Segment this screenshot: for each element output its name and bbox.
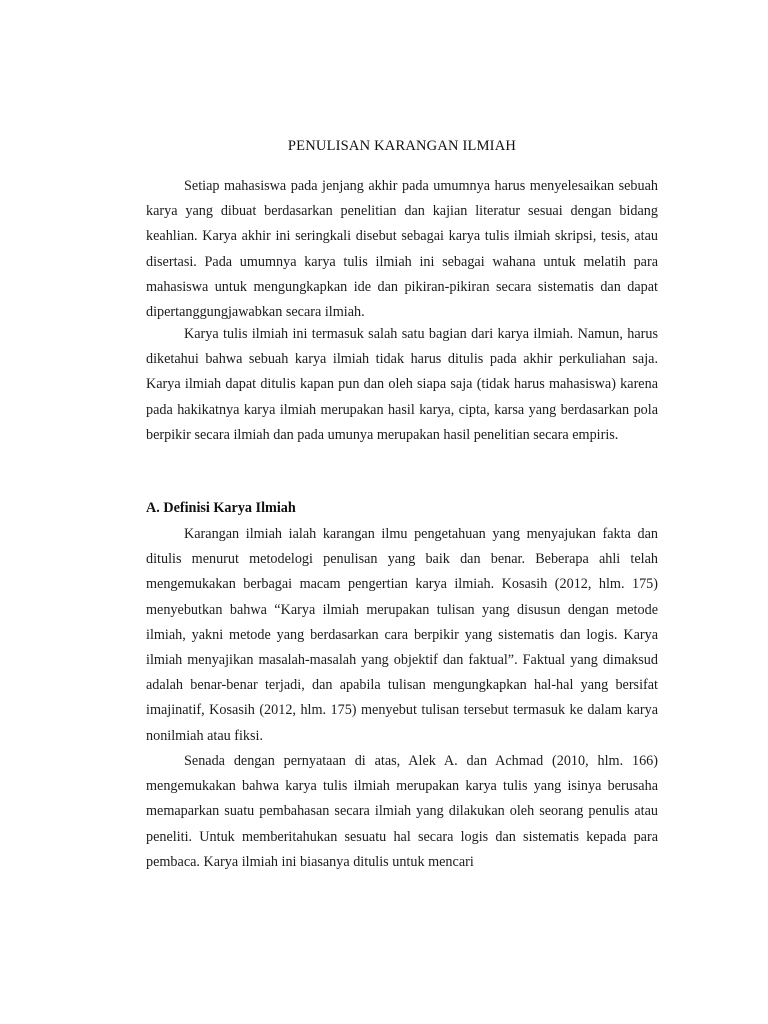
section-heading: A. Definisi Karya Ilmiah — [146, 500, 296, 516]
paragraph-definition-1: Karangan ilmiah ialah karangan ilmu pengetahuan yang menyajukan fakta dan ditulis menurut metodelogi penulisan yang baik dan benar. Beberapa ahli telah mengemukakan berbagai macam pengertian karya ilmiah. Kosasih (2012, hlm. 175) menyebutkan bahwa “Karya ilmiah merupakan tulisan yang disusun dengan metode ilmiah, yakni metode yang berdasarkan cara berpikir yang sistematis dan logis. Karya ilmiah menyajikan masalah-masalah yang objektif dan faktual”. Faktual yang dimaksud adalah benar-benar terjadi, dan apabila tulisan mengungkapkan hal-hal yang bersifat imajinatif, Kosasih (2012, hlm. 175) menyebut tulisan tersebut termasuk ke dalam karya nonilmiah atau fiksi. — [146, 526, 658, 744]
document-title: PENULISAN KARANGAN ILMIAH — [287, 138, 517, 154]
paragraph-definition-2: Senada dengan pernyataan di atas, Alek A. dan Achmad (2010, hlm. 166) mengemukakan bahwa karya tulis ilmiah merupakan karya tulis yang isinya berusaha memaparkan suatu pembahasan secara ilmiah yang dilakukan oleh seorang penulis atau peneliti. Untuk memberitahukan sesuatu hal secara logis dan sistematis kepada para pembaca. Karya ilmiah ini biasanya ditulis untuk mencari — [146, 753, 658, 870]
paragraph-intro-2: Karya tulis ilmiah ini termasuk salah satu bagian dari karya ilmiah. Namun, harus diketahui bahwa sebuah karya ilmiah tidak harus ditulis pada akhir perkuliahan saja. Karya ilmiah dapat ditulis kapan pun dan oleh siapa saja (tidak harus mahasiswa) karena pada hakikatnya karya ilmiah merupakan hasil karya, cipta, karsa yang berdasarkan pola berpikir secara ilmiah dan pada umunya merupakan hasil penelitian secara empiris. — [146, 326, 658, 443]
paragraph-intro-1: Setiap mahasiswa pada jenjang akhir pada umumnya harus menyelesaikan sebuah karya yang dibuat berdasarkan penelitian dan kajian literatur sesuai dengan bidang keahlian. Karya akhir ini seringkali disebut sebagai karya tulis ilmiah skripsi, tesis, atau disertasi. Pada umumnya karya tulis ilmiah ini sebagai wahana untuk melatih para mahasiswa untuk mengungkapkan ide dan pikiran-pikiran secara sistematis dan dapat dipertanggungjawabkan secara ilmiah. — [146, 178, 658, 321]
